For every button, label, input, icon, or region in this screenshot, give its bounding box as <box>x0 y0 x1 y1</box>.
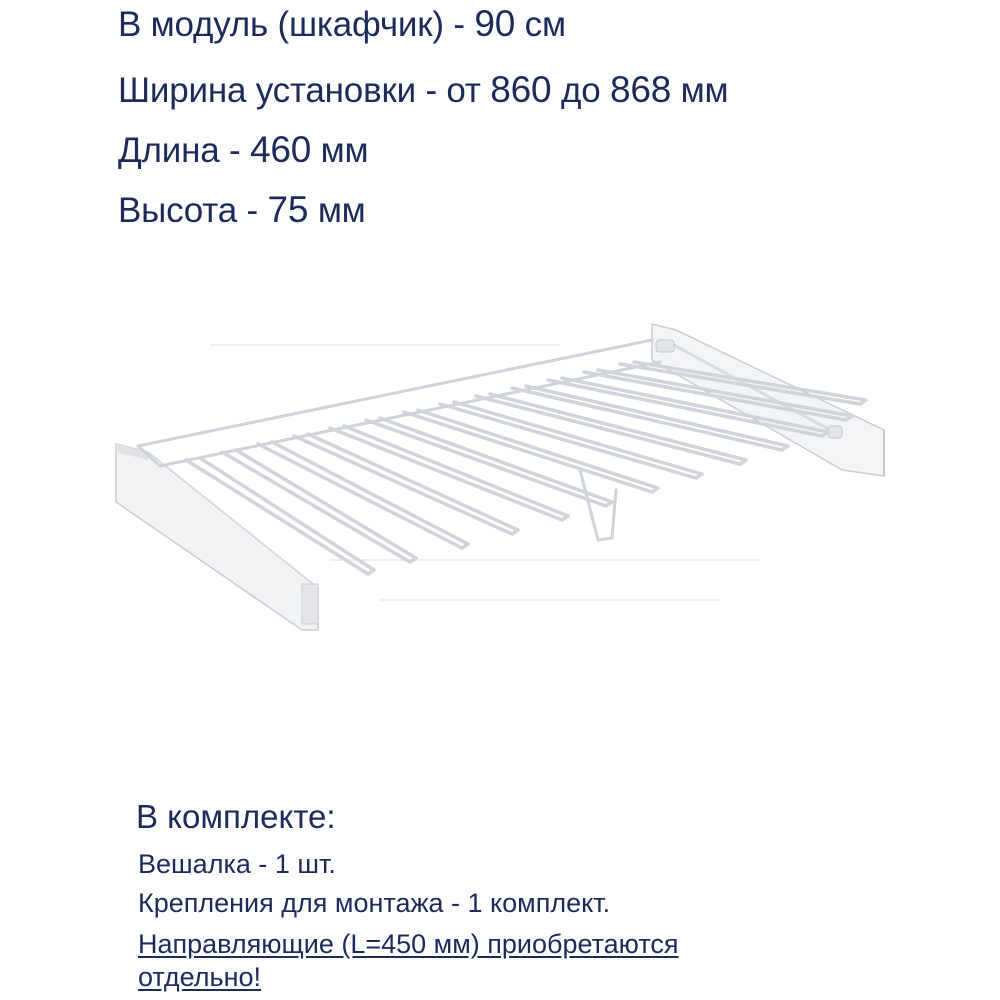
spec-length-value: 460 <box>249 129 312 170</box>
kit-title: В комплекте: <box>136 798 336 835</box>
kit-note: отдельно! <box>138 962 262 992</box>
spec-height-label: Высота - <box>118 191 258 230</box>
kit-item: Вешалка - 1 шт. <box>138 849 336 879</box>
trouser-rack-icon <box>100 300 900 650</box>
spec-install-width <box>118 70 728 111</box>
spec-length <box>118 130 368 171</box>
spec-install-width-unit: мм <box>680 71 729 110</box>
left-rail <box>116 444 318 630</box>
spec-height-value: 75 <box>267 189 309 230</box>
kit-note: Направляющие (L=450 мм) приобретаются <box>138 929 679 959</box>
spec-install-width-label: Ширина установки - от <box>118 71 481 110</box>
spec-module <box>118 4 566 45</box>
spec-length-label: Длина - <box>118 131 241 170</box>
spec-install-width-from: 860 <box>490 69 552 110</box>
spec-module-value: 90 <box>474 3 516 44</box>
spec-install-width-to: 868 <box>610 69 672 110</box>
spec-install-width-mid: до <box>560 71 601 110</box>
spec-length-unit: мм <box>320 131 369 170</box>
spec-module-unit: см <box>524 5 566 44</box>
kit-item: Крепления для монтажа - 1 комплект. <box>138 888 611 918</box>
spec-height <box>118 190 366 231</box>
spec-height-unit: мм <box>317 191 366 230</box>
spec-module-label: В модуль (шкафчик) - <box>118 5 465 44</box>
